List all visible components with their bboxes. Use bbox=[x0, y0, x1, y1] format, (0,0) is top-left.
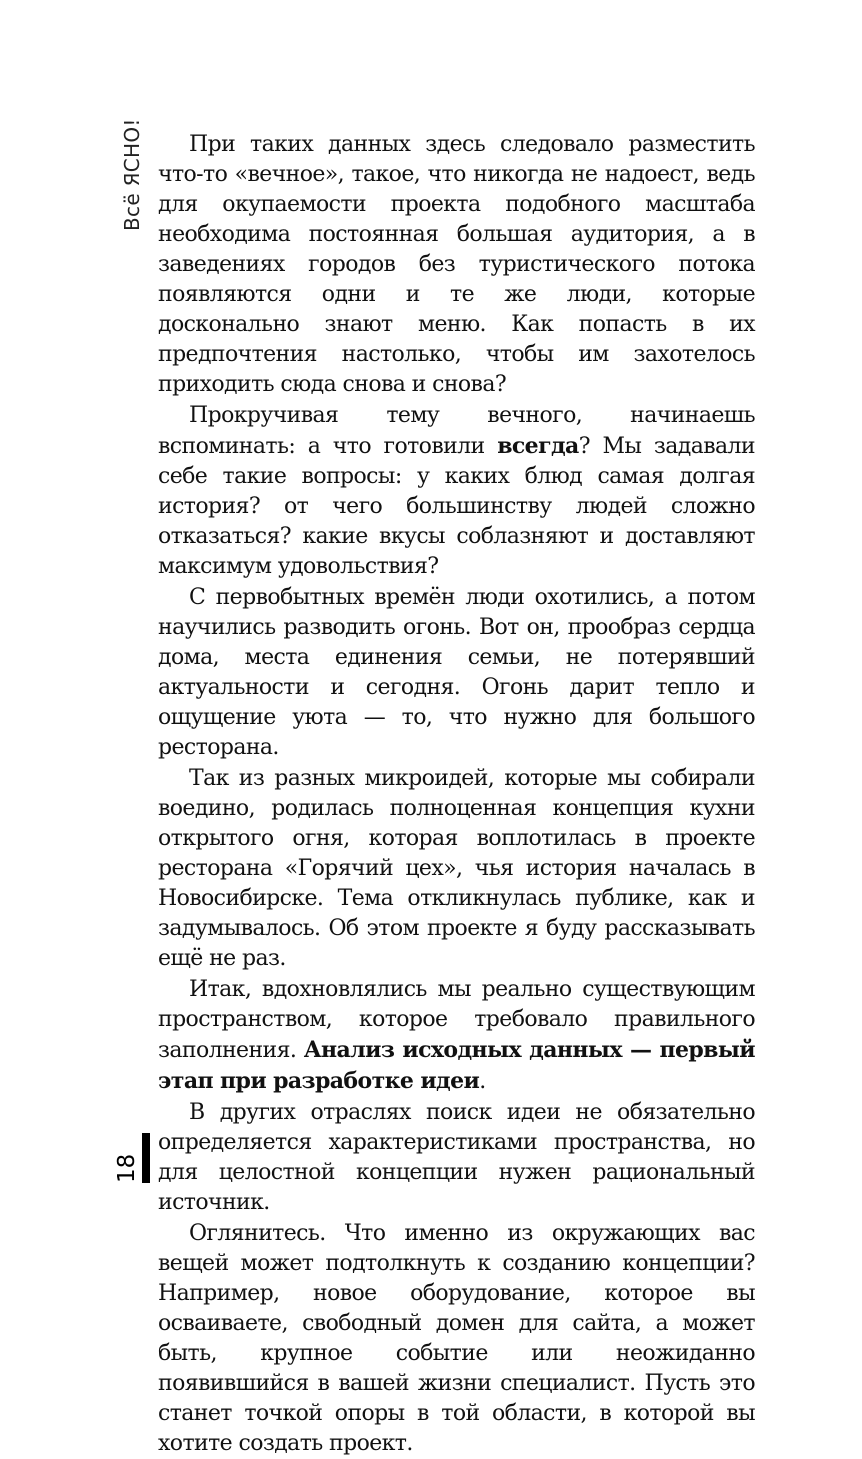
running-head-title: Всё ЯСНО! bbox=[120, 118, 144, 231]
paragraph-text: Прокручивая тему вечного, начинаешь вспоминать: а что готовили bbox=[158, 403, 755, 459]
paragraph bbox=[158, 975, 755, 1097]
paragraph bbox=[158, 583, 755, 763]
page-number: 18 bbox=[114, 1153, 140, 1183]
body-text bbox=[158, 130, 755, 1459]
paragraph bbox=[158, 401, 755, 582]
emphasis-text: всегда bbox=[497, 433, 579, 459]
paragraph bbox=[158, 130, 755, 400]
paragraph-text: При таких данных здесь следовало разместить что-то «вечное», такое, что никогда не надоест, ведь для окупаемости проекта подобного масштаба необходима постоянная большая аудитория, а в заведениях городов без туристического потока появляются одни и те же люди, которые досконально знают меню. Как попасть в их предпочтения настолько, чтобы им захотелось приходить сюда снова и снова? bbox=[158, 132, 755, 397]
paragraph-text: Оглянитесь. Что именно из окружающих вас вещей может подтолкнуть к созданию концепции? Например, новое оборудование, которое вы осваиваете, свободный домен для сайта, а может быть, крупное событие или неожиданно появившийся в вашей жизни специалист. Пусть это станет точкой опоры в той области, в которой вы хотите создать проект. bbox=[158, 1221, 755, 1456]
running-head bbox=[117, 118, 149, 231]
paragraph bbox=[158, 1098, 755, 1218]
paragraph-text: С первобытных времён люди охотились, а потом научились разводить огонь. Вот он, прообраз сердца дома, места единения семьи, не потерявший актуальности и сегодня. Огонь дарит тепло и ощущение уюта — то, что нужно для большого ресторана. bbox=[158, 585, 755, 760]
page-number-bar bbox=[142, 1133, 150, 1183]
paragraph bbox=[158, 764, 755, 974]
page-number-marker bbox=[106, 1133, 150, 1183]
paragraph-text: В других отраслях поиск идеи не обязательно определяется характеристиками пространства, но для целостной концепции нужен рациональный источник. bbox=[158, 1100, 755, 1215]
paragraph bbox=[158, 1219, 755, 1459]
paragraph-text: . bbox=[479, 1069, 486, 1094]
emphasis-text: Анализ исходных данных — первый этап при разработке идеи bbox=[158, 1037, 755, 1094]
paragraph-text: ? Мы задавали себе такие вопросы: у каких блюд самая долгая история? от чего большинству людей сложно отказаться? какие вкусы соблазняют и доставляют максимум удовольствия? bbox=[158, 434, 755, 579]
paragraph-text: Так из разных микроидей, которые мы собирали воедино, родилась полноценная концепция кухни открытого огня, которая воплотилась в проекте ресторана «Горячий цех», чья история началась в Новосибирске. Тема откликнулась публике, как и задумывалось. Об этом проекте я буду рассказывать ещё не раз. bbox=[158, 766, 755, 971]
paragraph-text: Итак, вдохновлялись мы реально существующим пространством, которое требовало правильного заполнения. bbox=[158, 977, 755, 1063]
